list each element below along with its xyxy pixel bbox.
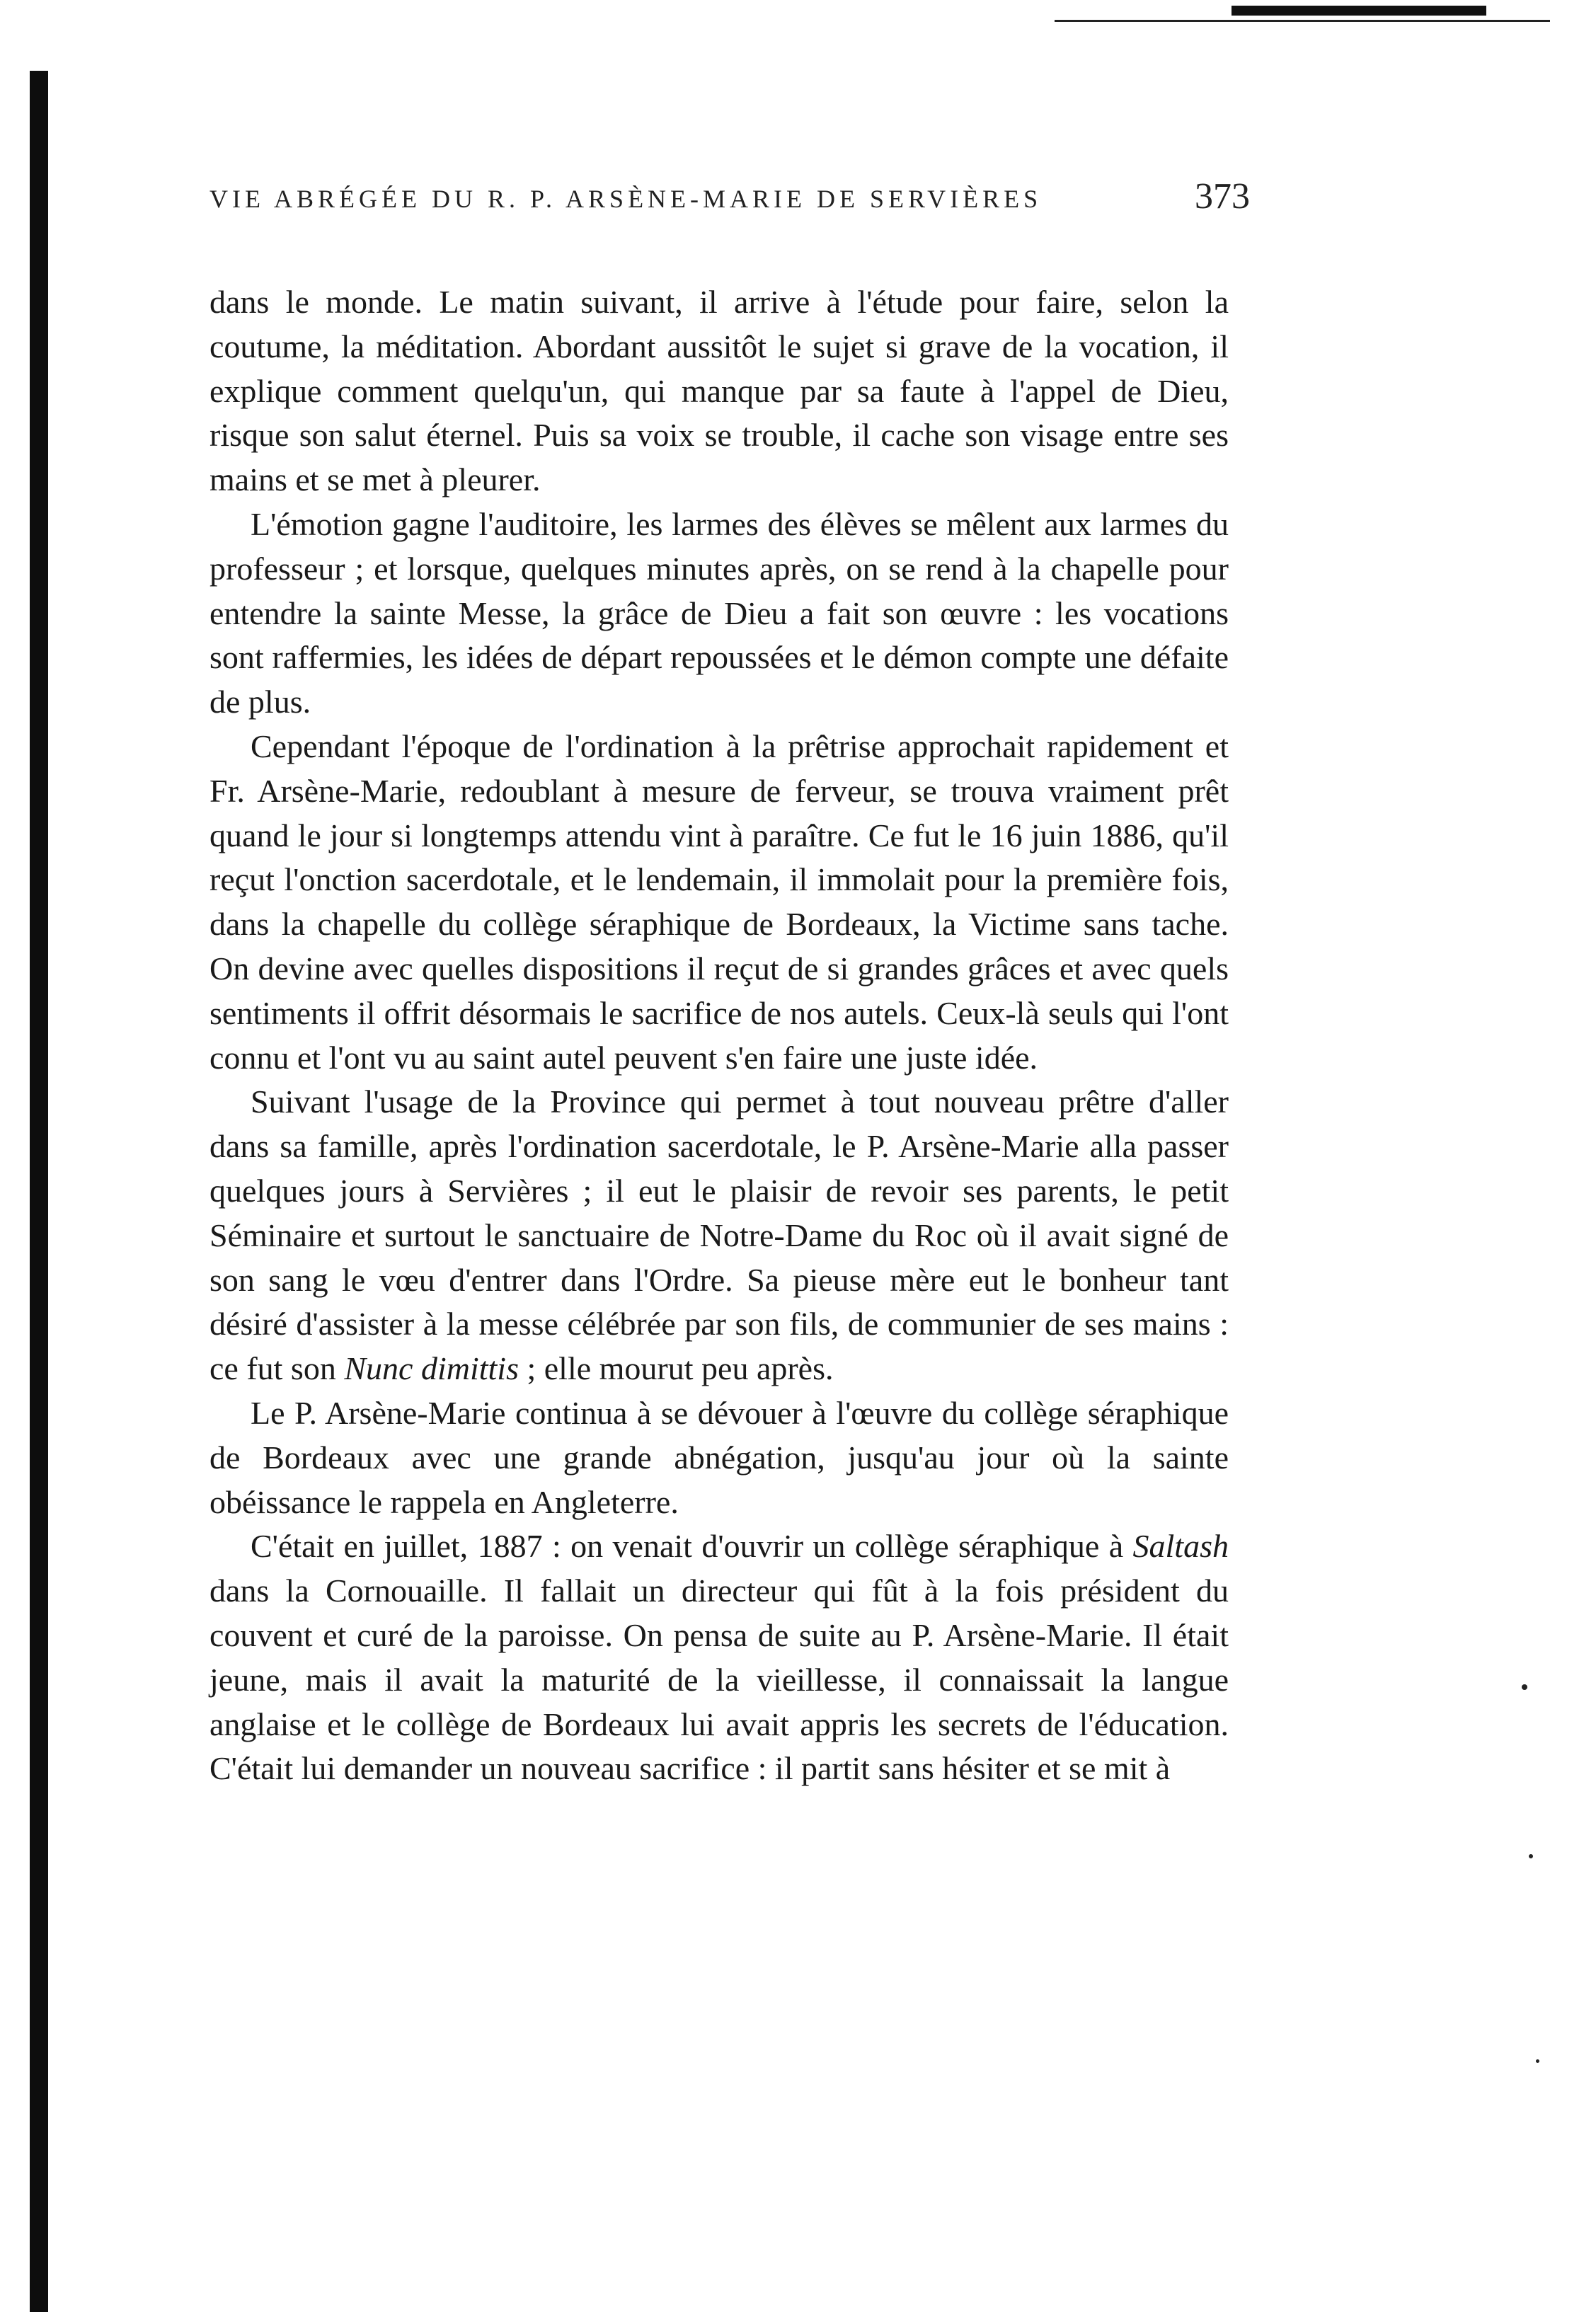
italic-phrase: Nunc dimittis [344, 1350, 519, 1387]
scan-speck [1522, 1684, 1527, 1690]
paragraph-text: ; elle mourut peu après. [518, 1350, 834, 1387]
paragraph [209, 1080, 1229, 1391]
paragraph-text: Suivant l'usage de la Province qui permet à tout nouveau prêtre d'aller dans sa famille, après l'ordination sacerdotale, le P. Arsène-Marie alla passer quelques jours à Servières ; il eut le plaisir de revoir ses parents, le petit Séminaire et surtout le sanctuaire de Notre-Dame du Roc où il avait signé de son sang le vœu d'entrer dans l'Ordre. Sa pieuse mère eut le bonheur tant désiré d'assister à la messe célébrée par son fils, de communier de ses mains : ce fut son [209, 1083, 1229, 1387]
top-rule-thick [1232, 6, 1486, 16]
paragraph: Le P. Arsène-Marie continua à se dévouer à l'œuvre du collège séraphique de Bordeaux avec une grande abnégation, jusqu'au jour où la sainte obéissance le rappela en Angleterre. [209, 1394, 1229, 1520]
paragraph-text: dans la Cornouaille. Il fallait un directeur qui fût à la fois président du couvent et curé de la paroisse. On pensa de suite au P. Arsène-Marie. Il était jeune, mais il avait la maturité de la vieillesse, il connaissait la langue anglaise et le collège de Bordeaux lui avait appris les secrets de l'éducation. C'était lui demander un nouveau sacrifice : il partit sans hésiter et se mit à [209, 1572, 1229, 1787]
paragraph: dans le monde. Le matin suivant, il arrive à l'étude pour faire, selon la coutume, la méditation. Abordant aussitôt le sujet si grave de la vocation, il explique comment quelqu'un, qui manque par sa faute à l'appel de Dieu, risque son salut éternel. Puis sa voix se trouble, il cache son visage entre ses mains et se met à pleurer. [209, 284, 1229, 498]
scan-binding-shadow [30, 71, 48, 2312]
top-rule-thin [1055, 20, 1550, 22]
paragraph-text: C'était en juillet, 1887 : on venait d'ouvrir un collège séraphique à [251, 1528, 1124, 1565]
page-header [209, 176, 1250, 232]
italic-place-name: Saltash [1132, 1528, 1229, 1565]
scan-speck [1536, 2059, 1539, 2063]
scan-speck [1529, 1854, 1533, 1858]
body-text [209, 280, 1229, 1791]
running-title: VIE ABRÉGÉE DU R. P. ARSÈNE-MARIE DE SERVIÈRES [209, 185, 1043, 213]
paragraph: L'émotion gagne l'auditoire, les larmes des élèves se mêlent aux larmes du professeur ; et lorsque, quelques minutes après, on se rend à la chapelle pour entendre la sainte Messe, la grâce de Dieu a fait son œuvre : les vocations sont raffermies, les idées de départ repoussées et le démon compte une défaite de plus. [209, 505, 1229, 720]
paragraph [209, 1524, 1229, 1791]
paragraph: Cependant l'époque de l'ordination à la prêtrise approchait rapidement et Fr. Arsène-Marie, redoublant à mesure de ferveur, se trouva vraiment prêt quand le jour si longtemps attendu vint à paraître. Ce fut le 16 juin 1886, qu'il reçut l'onction sacerdotale, et le lendemain, il immolait pour la première fois, dans la chapelle du collège séraphique de Bordeaux, la Victime sans tache. On devine avec quelles dispositions il reçut de si grandes grâces et avec quels sentiments il offrit désormais le sacrifice de nos autels. Ceux-là seuls qui l'ont connu et l'ont vu au saint autel peuvent s'en faire une juste idée. [209, 727, 1229, 1076]
page-number: 373 [1195, 176, 1250, 217]
